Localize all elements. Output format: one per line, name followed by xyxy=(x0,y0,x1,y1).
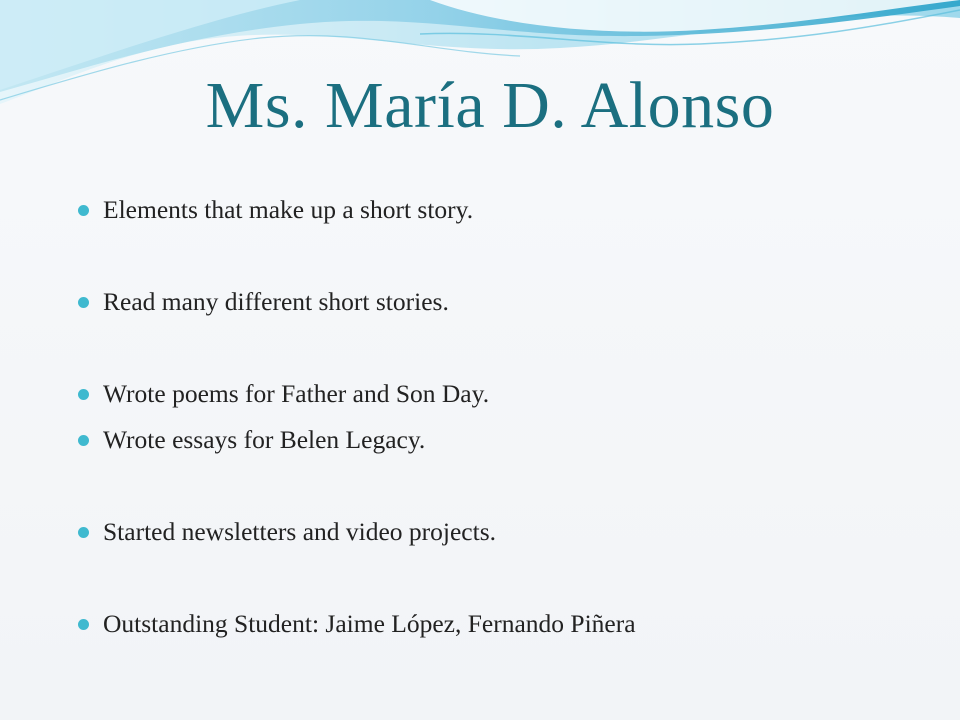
bullet-text: Wrote poems for Father and Son Day. xyxy=(103,379,490,408)
bullet-item xyxy=(78,422,425,458)
bullet-item xyxy=(78,192,473,228)
slide-title: Ms. María D. Alonso xyxy=(205,69,775,142)
bullet-dot-icon xyxy=(78,527,89,538)
bullet-text: Outstanding Student: Jaime López, Fernando Piñera xyxy=(103,609,636,638)
bullet-item xyxy=(78,606,636,642)
bullet-dot-icon xyxy=(78,389,89,400)
bullet-item xyxy=(78,376,489,412)
bullet-text: Read many different short stories. xyxy=(103,287,449,316)
bullet-dot-icon xyxy=(78,435,89,446)
bullet-text: Started newsletters and video projects. xyxy=(103,517,497,546)
bullet-item xyxy=(78,284,449,320)
bullet-text: Wrote essays for Belen Legacy. xyxy=(103,425,426,454)
bullet-dot-icon xyxy=(78,619,89,630)
bullet-dot-icon xyxy=(78,205,89,216)
bullet-text: Elements that make up a short story. xyxy=(103,195,474,224)
bullet-dot-icon xyxy=(78,297,89,308)
bullet-item xyxy=(78,514,496,550)
